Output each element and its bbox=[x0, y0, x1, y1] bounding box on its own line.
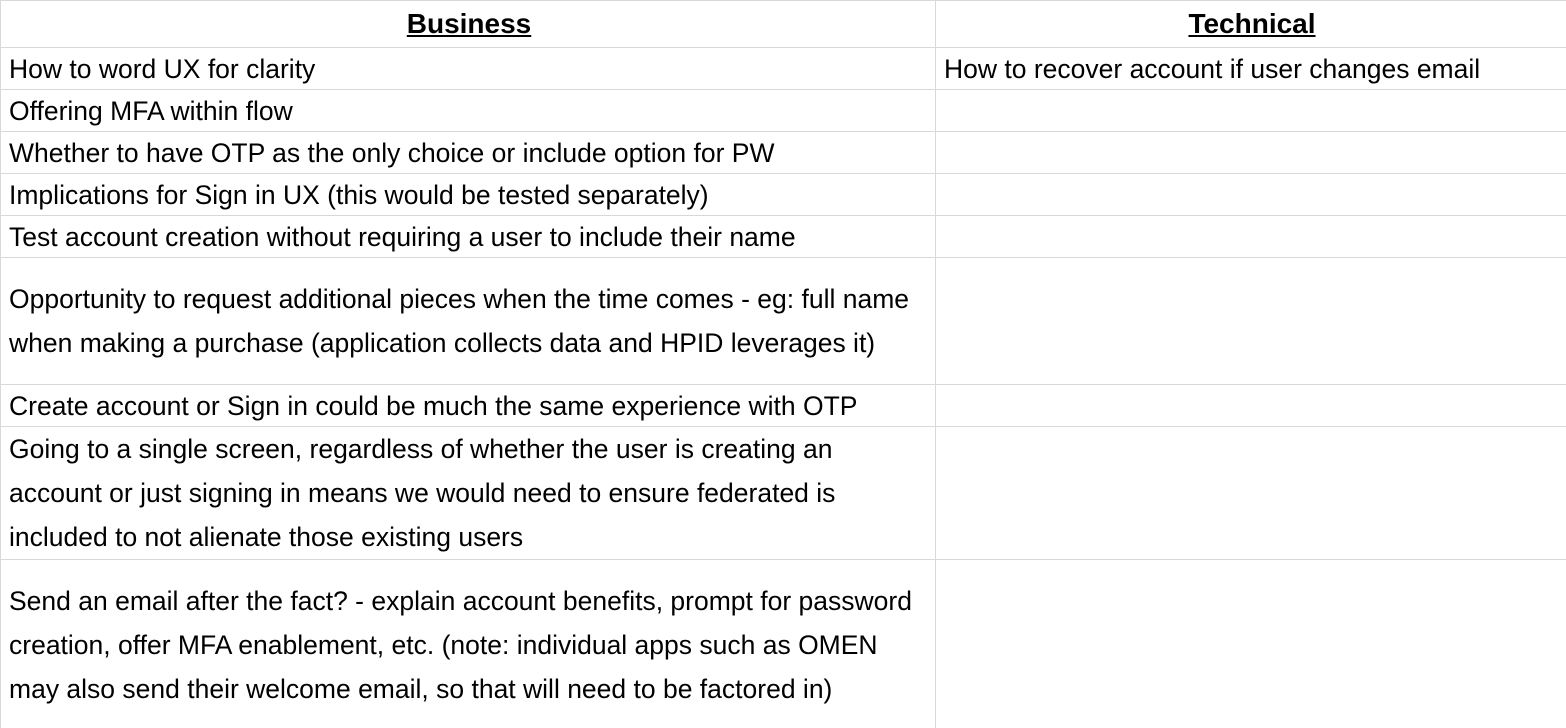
business-cell[interactable]: Create account or Sign in could be much the same experience with OTP bbox=[1, 385, 936, 427]
table-row bbox=[1, 385, 1566, 427]
technical-cell[interactable] bbox=[936, 174, 1566, 216]
business-cell[interactable]: Opportunity to request additional pieces when the time comes - eg: full name when making a purchase (application collects data and HPID leverages it) bbox=[1, 258, 936, 385]
table-row bbox=[1, 560, 1566, 728]
technical-cell[interactable] bbox=[936, 560, 1566, 728]
business-cell[interactable]: Send an email after the fact? - explain account benefits, prompt for password creation, offer MFA enablement, etc. (note: individual apps such as OMEN may also send their welcome email, so that will need to be factored in) bbox=[1, 560, 936, 728]
table-row bbox=[1, 174, 1566, 216]
table-row bbox=[1, 132, 1566, 174]
column-header-technical[interactable]: Technical bbox=[936, 1, 1566, 48]
business-cell[interactable]: Test account creation without requiring a user to include their name bbox=[1, 216, 936, 258]
table-row bbox=[1, 90, 1566, 132]
technical-cell[interactable] bbox=[936, 216, 1566, 258]
table-row bbox=[1, 216, 1566, 258]
table-row bbox=[1, 427, 1566, 560]
business-cell[interactable]: Offering MFA within flow bbox=[1, 90, 936, 132]
table-row bbox=[1, 258, 1566, 385]
business-cell[interactable]: Going to a single screen, regardless of whether the user is creating an account or just signing in means we would need to ensure federated is included to not alienate those existing users bbox=[1, 427, 936, 560]
business-cell[interactable]: Implications for Sign in UX (this would be tested separately) bbox=[1, 174, 936, 216]
table-row bbox=[1, 48, 1566, 90]
technical-cell[interactable] bbox=[936, 90, 1566, 132]
technical-cell[interactable]: How to recover account if user changes email bbox=[936, 48, 1566, 90]
header-row bbox=[1, 1, 1566, 48]
technical-cell[interactable] bbox=[936, 258, 1566, 385]
business-cell[interactable]: How to word UX for clarity bbox=[1, 48, 936, 90]
technical-cell[interactable] bbox=[936, 427, 1566, 560]
column-header-business[interactable]: Business bbox=[1, 1, 936, 48]
technical-cell[interactable] bbox=[936, 132, 1566, 174]
technical-cell[interactable] bbox=[936, 385, 1566, 427]
business-cell[interactable]: Whether to have OTP as the only choice or include option for PW bbox=[1, 132, 936, 174]
